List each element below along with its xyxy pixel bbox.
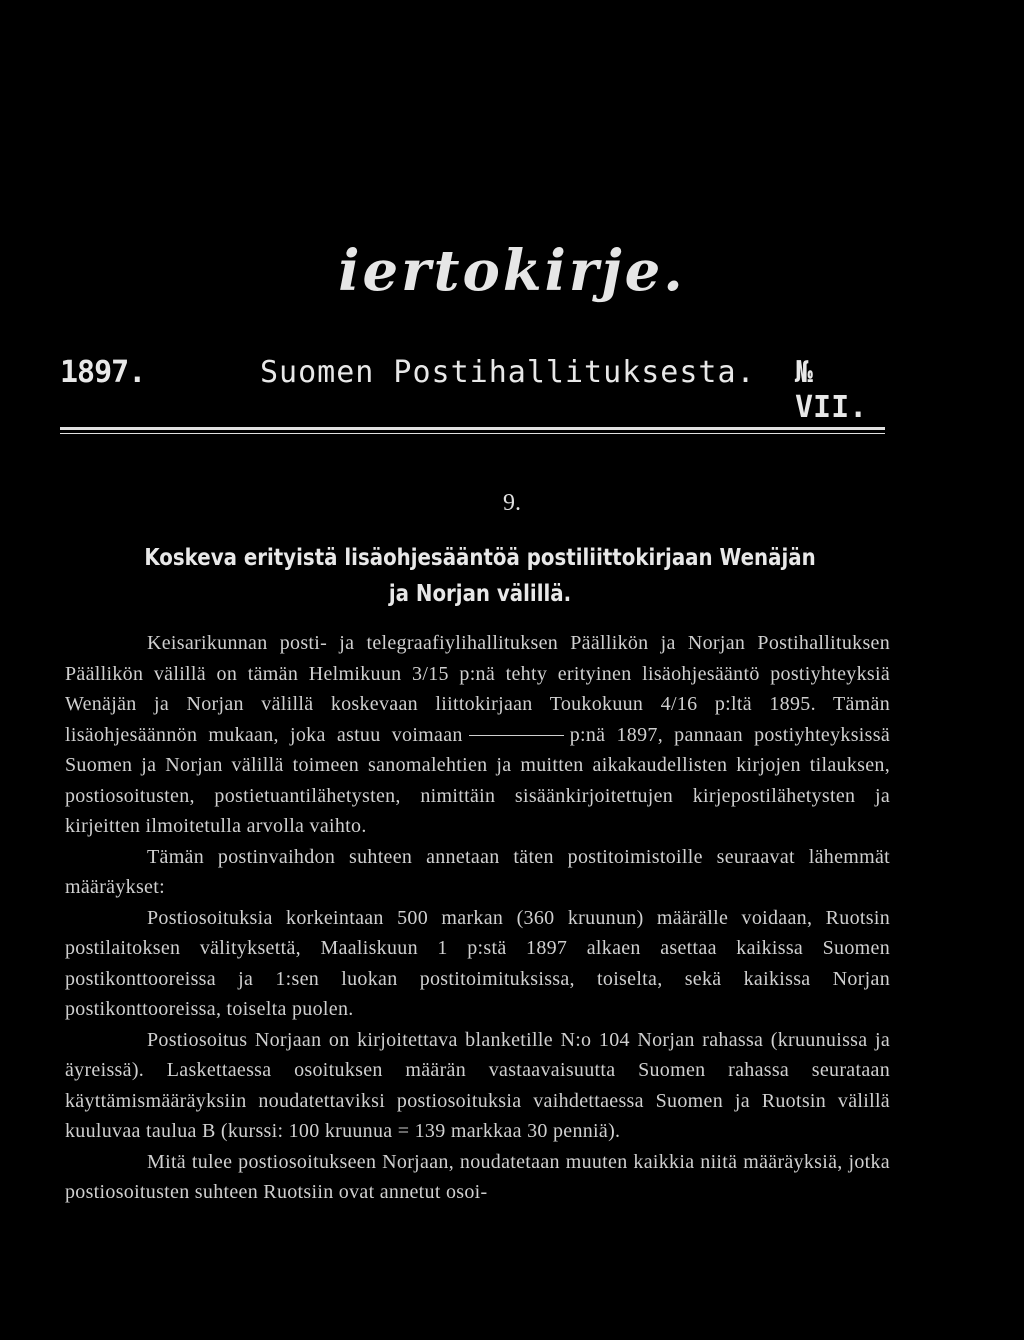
- masthead-issuer: Suomen Postihallituksesta.: [260, 355, 756, 390]
- paragraph-2: Tämän postinvaihdon suhteen annetaan täten postitoimistoille seuraavat lähemmät määräykset:: [65, 845, 890, 898]
- document-title: iertokirje.: [338, 238, 686, 304]
- section-title: Koskeva erityistä lisäohjesääntöä postiliittokirjaan Wenäjän ja Norjan välillä.: [144, 545, 816, 607]
- section-number: 9.: [503, 490, 521, 516]
- masthead-number: № VII.: [795, 355, 868, 425]
- paragraph-5: Mitä tulee postiosoitukseen Norjaan, noudatetaan muuten kaikkia niitä määräyksiä, jotka postiosoitusten suhteen Ruotsiin ovat annetut osoi-: [65, 1150, 890, 1203]
- masthead-year: 1897.: [60, 355, 146, 390]
- paragraph-3: Postiosoituksia korkeintaan 500 markan (360 kruunun) määrälle voidaan, Ruotsin postilaitoksen välityksettä, Maaliskuun 1 p:stä 1897 alkaen asettaa kaikissa Suomen postikonttooreissa ja 1:sen luokan postitoimituksissa, toiselta, sekä kaikissa Norjan postikonttooreissa, toiselta puolen.: [65, 906, 890, 1020]
- body-text: [65, 628, 890, 1208]
- masthead-rule-thick: [60, 427, 885, 430]
- date-blank-line: [469, 735, 564, 736]
- paragraph-1: [65, 628, 890, 842]
- masthead-rule-thin: [60, 433, 885, 434]
- masthead-row: [60, 355, 890, 425]
- paragraph-4: Postiosoitus Norjaan on kirjoitettava blanketille N:o 104 Norjan rahassa (kruunuissa ja äyreissä). Laskettaessa osoituksen määrän vastaavaisuutta Suomen rahassa seurataan käyttämismääräyksiin noudatettaviksi postiosoituksia vaihdettaessa Suomen ja Ruotsin välillä kuuluvaa taulua B (kurssi: 100 kruunua = 139 markkaa 30 penniä).: [65, 1028, 890, 1142]
- paragraph-1-part-2: p:nä 1897, pannaan postiyhteyksissä Suomen ja Norjan välillä toimeen sanomalehtien ja muitten aikakaudellisten kirjojen tilauksen, postiosoitusten, postietuantilähetysten, nimittäin sisäänkirjoitettujen kirjepostilähetysten ja kirjeitten ilmoitetulla arvolla vaihto.: [65, 723, 890, 837]
- paragraph-1-part-1: Keisarikunnan posti- ja telegraafiylihallituksen Päällikön ja Norjan Postihallituksen Päällikön välillä on tämän Helmikuun 3/15 p:nä tehty erityinen lisäohjesääntö postiyhteyksiä Wenäjän ja Norjan välillä koskevaan liittokirjaan Toukokuun 4/16 p:ltä 1895. Tämän lisäohjesäännön mukaan, joka astuu voimaan: [65, 632, 890, 746]
